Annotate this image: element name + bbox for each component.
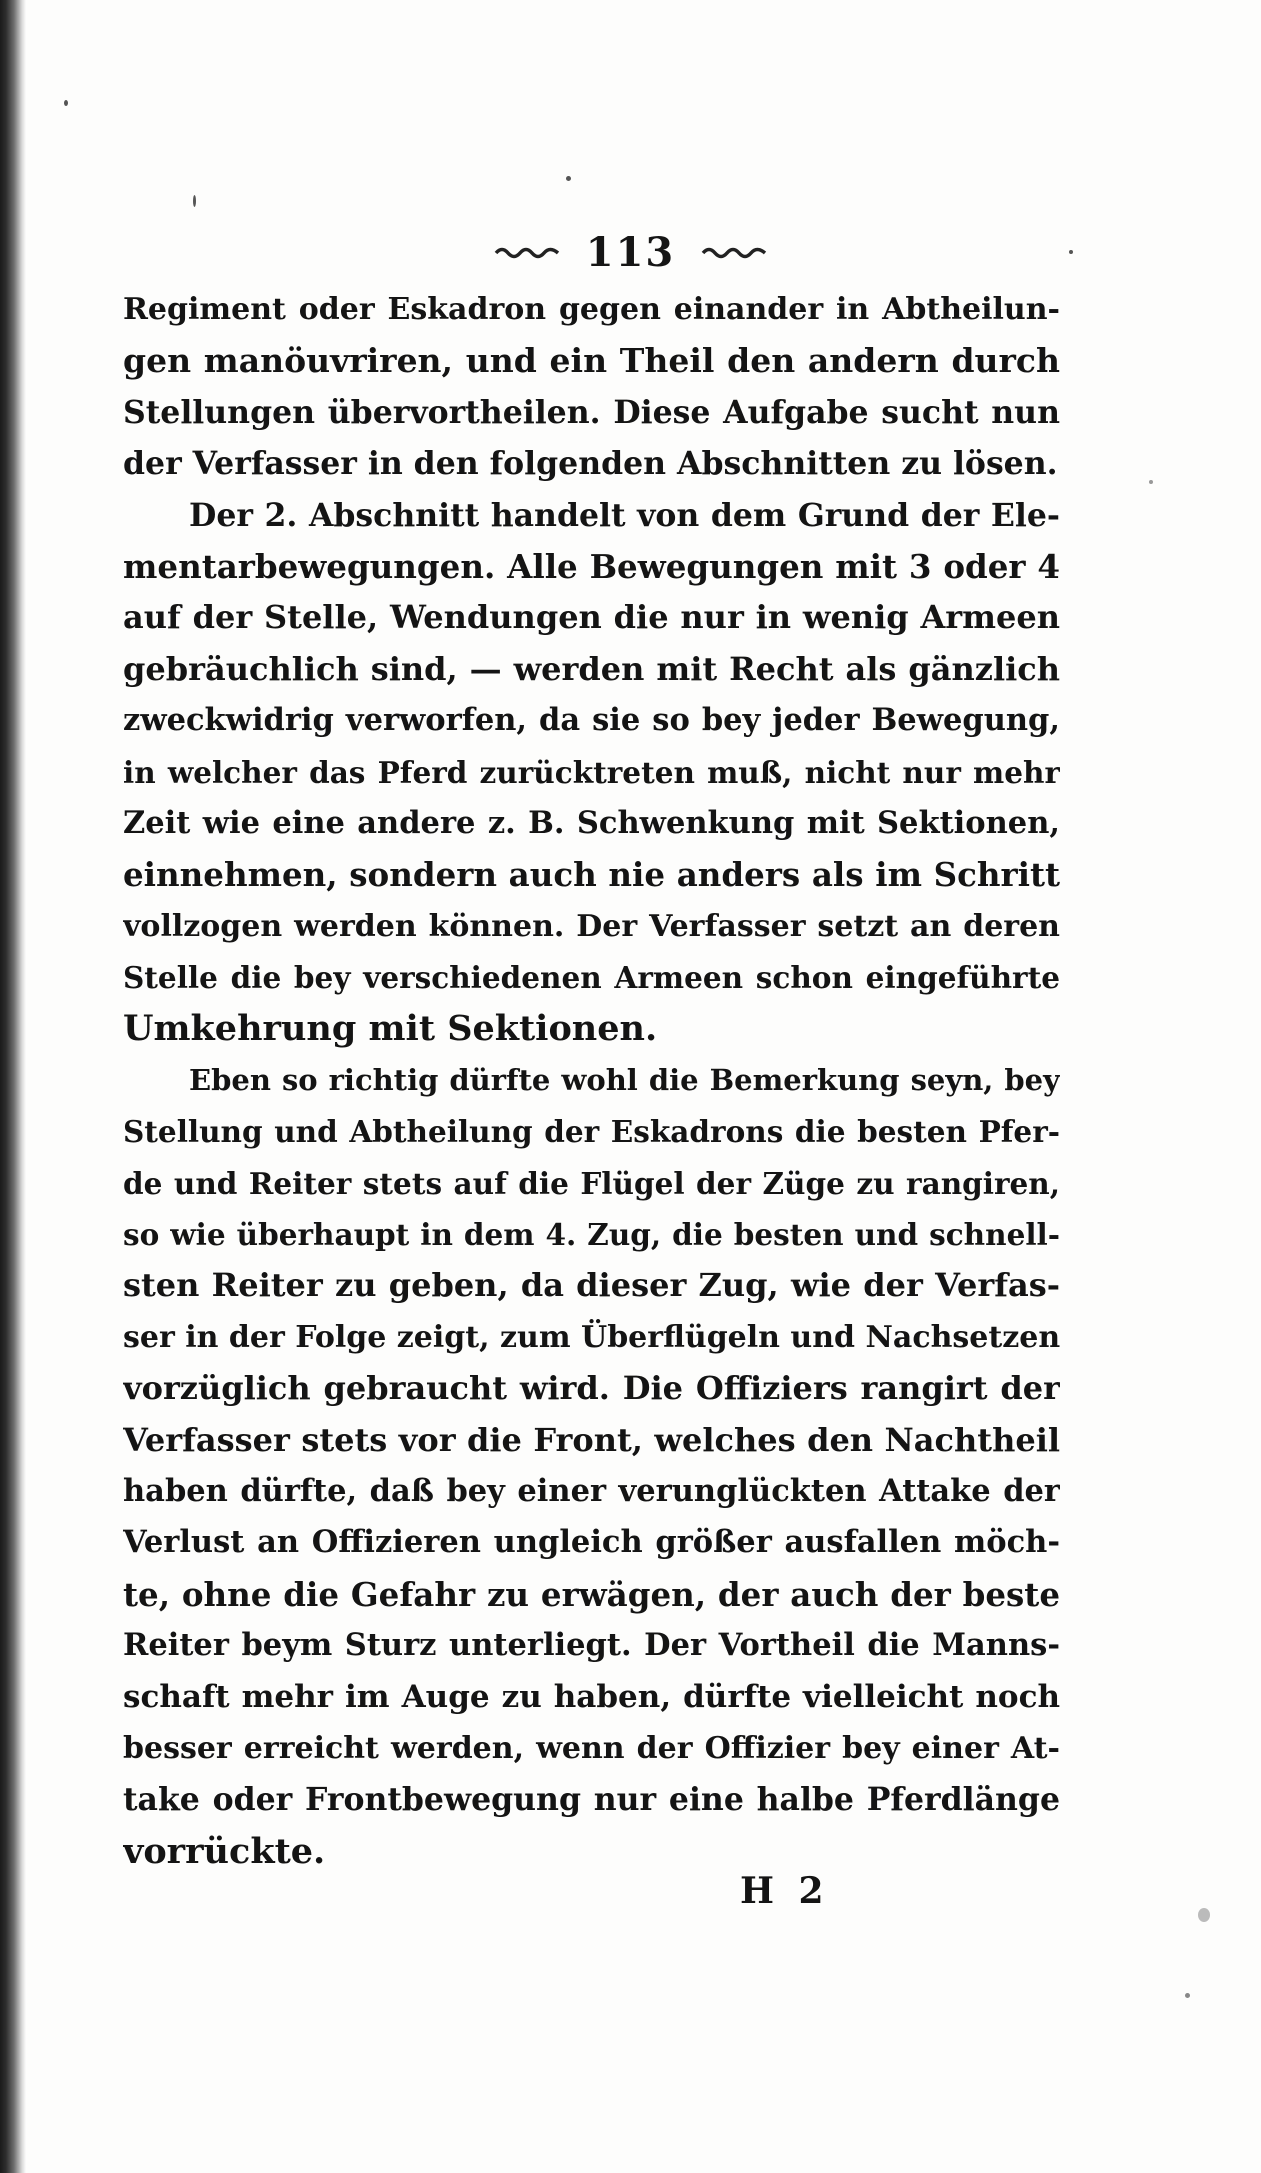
- text-line: sten Reiter zu geben, da dieser Zug, wie der Verfas-: [123, 1266, 1060, 1305]
- text-line: Reiter beym Sturz unterliegt. Der Vortheil die Manns-: [123, 1627, 1060, 1664]
- text-line: gebräuchlich sind, — werden mit Recht als gänzlich: [123, 649, 1060, 688]
- print-speck: [566, 176, 571, 181]
- text-line: Zeit wie eine andere z. B. Schwenkung mit Sektionen,: [123, 804, 1060, 841]
- text-line: vollzogen werden können. Der Verfasser setzt an deren: [123, 908, 1060, 944]
- text-line: einnehmen, sondern auch nie anders als im Schritt: [123, 855, 1060, 895]
- text-line: take oder Frontbewegung nur eine halbe Pferdlänge: [123, 1781, 1060, 1819]
- text-line: vorrückte.: [123, 1830, 326, 1872]
- text-line: haben dürfte, daß bey einer verunglückten Attake der: [123, 1472, 1060, 1509]
- text-line: Stellung und Abtheilung der Eskadrons die besten Pfer-: [123, 1114, 1060, 1150]
- text-line: Verfasser stets vor die Front, welches den Nachtheil: [123, 1420, 1060, 1459]
- text-line: Stellungen übervortheilen. Diese Aufgabe sucht nun: [123, 393, 1060, 431]
- text-line: te, ohne die Gefahr zu erwägen, der auch der beste: [123, 1574, 1060, 1614]
- print-speck: [64, 100, 68, 106]
- text-line: der Verfasser in den folgenden Abschnitten zu lösen.: [123, 445, 1058, 483]
- print-speck: [1149, 480, 1153, 484]
- text-line: zweckwidrig verworfen, da sie so bey jeder Bewegung,: [123, 702, 1060, 739]
- body-text: [123, 284, 1060, 1877]
- text-line: Umkehrung mit Sektionen.: [123, 1008, 658, 1050]
- print-speck: [1185, 1993, 1190, 1998]
- left-ornament-icon: [494, 244, 560, 260]
- text-line: mentarbewegungen. Alle Bewegungen mit 3 oder 4: [123, 546, 1060, 586]
- text-line: so wie überhaupt in dem 4. Zug, die besten und schnell-: [123, 1217, 1060, 1253]
- print-speck: [1198, 1908, 1210, 1922]
- text-line: Regiment oder Eskadron gegen einander in Abtheilun-: [123, 292, 1060, 327]
- signature-mark: H 2: [740, 1870, 830, 1912]
- text-line: schaft mehr im Auge zu haben, dürfte vielleicht noch: [123, 1678, 1060, 1715]
- right-ornament-icon: [701, 244, 767, 260]
- text-line: vorzüglich gebraucht wird. Die Offiziers rangirt der: [123, 1369, 1060, 1408]
- text-line: besser erreicht werden, wenn der Offizier bey einer At-: [123, 1730, 1060, 1766]
- text-line: ser in der Folge zeigt, zum Überflügeln und Nachsetzen: [123, 1319, 1060, 1355]
- page-number: 113: [585, 228, 676, 276]
- text-line: in welcher das Pferd zurücktreten muß, nicht nur mehr: [123, 754, 1060, 790]
- text-line: de und Reiter stets auf die Flügel der Züge zu rangiren,: [123, 1165, 1060, 1201]
- text-line: gen manöuvriren, und ein Theil den andern durch: [123, 341, 1060, 381]
- text-line: Stelle die bey verschiedenen Armeen schon eingeführte: [123, 960, 1060, 996]
- print-speck: [1069, 250, 1073, 254]
- text-line: auf der Stelle, Wendungen die nur in wenig Armeen: [123, 598, 1060, 637]
- text-line: Eben so richtig dürfte wohl die Bemerkung seyn, bey: [189, 1062, 1060, 1097]
- text-line: Verlust an Offizieren ungleich größer ausfallen möch-: [123, 1524, 1060, 1561]
- print-speck: [193, 195, 196, 207]
- binding-shadow: [0, 0, 26, 2173]
- text-line: Der 2. Abschnitt handelt von dem Grund der Ele-: [189, 496, 1060, 534]
